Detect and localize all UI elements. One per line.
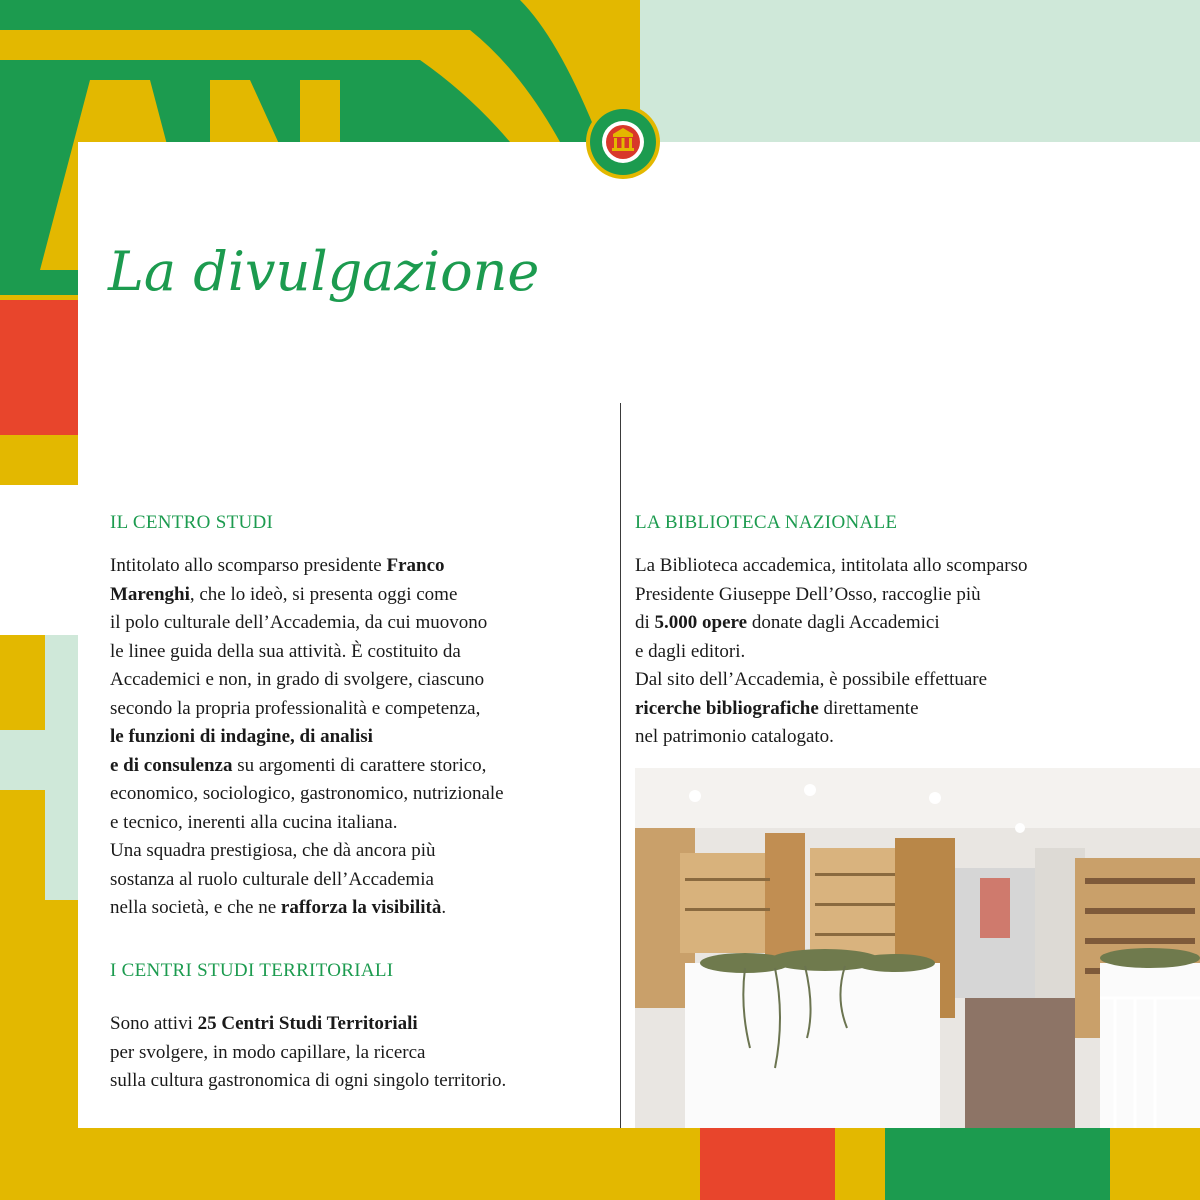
library-photo <box>635 768 1200 1128</box>
centri-territoriali-text: Sono attivi 25 Centri Studi Territoriali per svolgere, in modo capillare, la ricerca sulla cultura gastronomica di ogni singolo territorio. <box>110 1013 507 1091</box>
page-title: La divulgazione <box>108 240 540 303</box>
accademia-logo-icon <box>585 104 661 180</box>
heading-centro-studi: IL CENTRO STUDI <box>110 512 274 533</box>
column-divider <box>620 403 621 1128</box>
heading-biblioteca: LA BIBLIOTECA NAZIONALE <box>635 512 898 533</box>
biblioteca-text: La Biblioteca accademica, intitolata allo scomparso Presidente Giuseppe Dell’Osso, raccoglie più di 5.000 opere donate dagli Accademici e dagli editori. Dal sito dell’Accademia, è possibile effettuare ricerche bibliografiche direttamente nel patrimonio catalogato. <box>635 555 1028 747</box>
centro-studi-text: Intitolato allo scomparso presidente Franco Marenghi, che lo ideò, si presenta oggi come il polo culturale dell’Accademia, da cui muovono le linee guida della sua attività. È costituito da Accademici e non, in grado di svolgere, ciascuno secondo la propria professionalità e competenza, le funzioni di indagine, di analisi e di consulenza su argomenti di carattere storico, economico, sociologico, gastronomico, nutrizionale e tecnico, inerenti alla cucina italiana. Una squadra prestigiosa, che dà ancora più sostanza al ruolo culturale dell’Accademia nella società, e che ne rafforza la visibilità. <box>110 555 504 918</box>
heading-centri-territoriali: I CENTRI STUDI TERRITORIALI <box>110 960 394 981</box>
decorative-battlements <box>0 1090 480 1200</box>
